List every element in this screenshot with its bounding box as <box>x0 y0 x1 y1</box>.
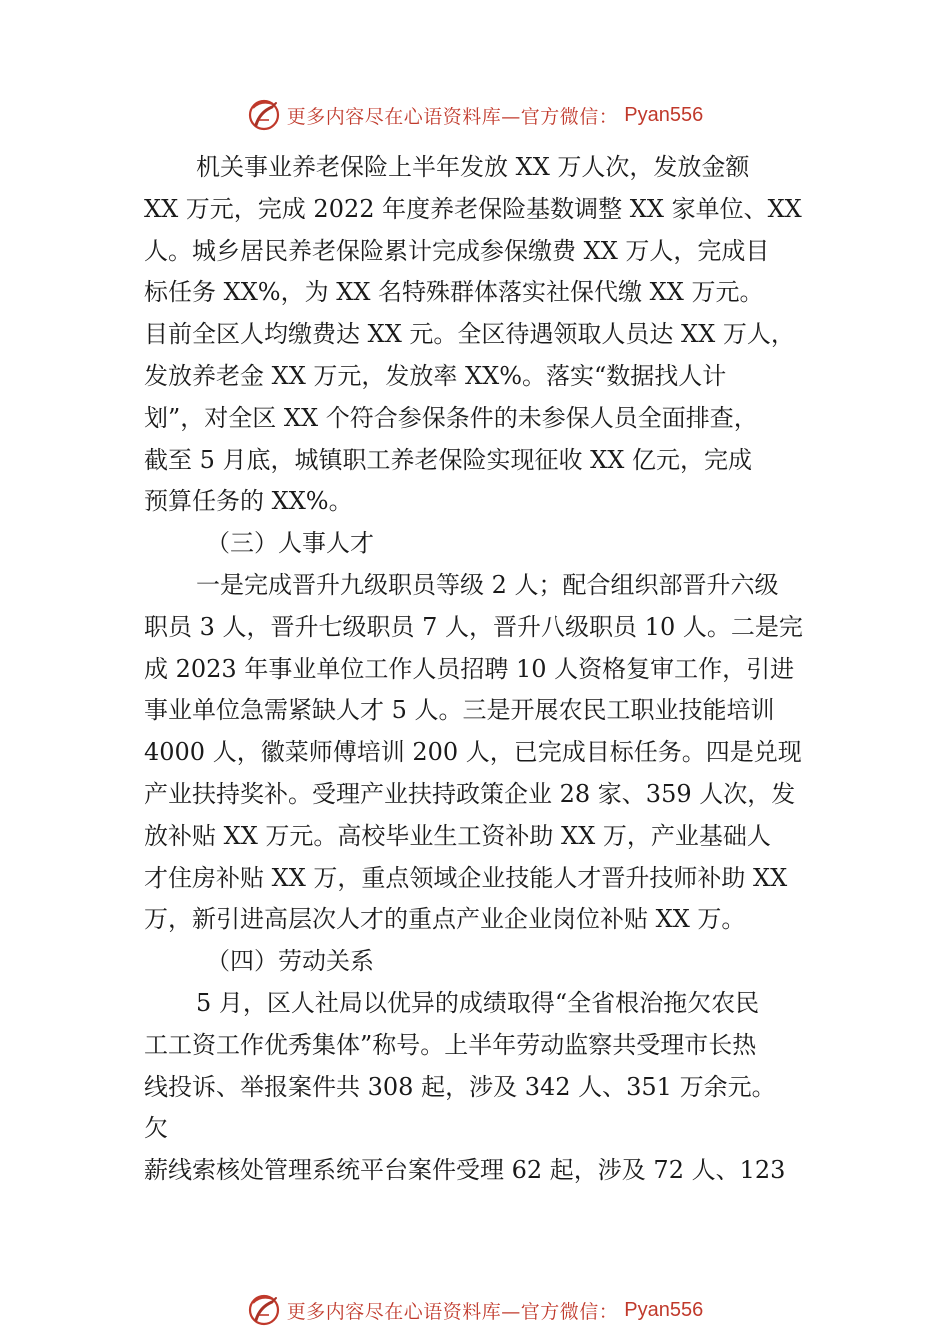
body-line: 成 2023 年事业单位工作人员招聘 10 人资格复审工作，引进 <box>144 654 795 683</box>
body-line: 才住房补贴 XX 万，重点领域企业技能人才晋升技师补助 XX <box>144 863 788 892</box>
quill-logo-icon <box>247 1293 281 1327</box>
body-line: 薪线索核处管理系统平台案件受理 62 起，涉及 72 人、123 <box>144 1156 786 1185</box>
body-line: 万，新引进高层次人才的重点产业企业岗位补贴 XX 万。 <box>144 905 746 934</box>
body-line: 产业扶持奖补。受理产业扶持政策企业 28 家、359 人次，发 <box>144 779 796 808</box>
section-heading: （四）劳动关系 <box>206 947 374 976</box>
body-line: 标任务 XX%，为 XX 名特殊群体落实社保代缴 XX 万元。 <box>144 278 764 307</box>
body-line: 人。城乡居民养老保险累计完成参保缴费 XX 万人，完成目 <box>144 236 770 265</box>
body-line: 职员 3 人，晋升七级职员 7 人，晋升八级职员 10 人。二是完 <box>144 612 803 641</box>
body-line: 一是完成晋升九级职员等级 2 人；配合组织部晋升六级 <box>196 570 779 599</box>
banner-text: 更多内容尽在心语资料库—官方微信： <box>286 105 619 128</box>
body-line: 划”，对全区 XX 个符合参保条件的未参保人员全面排查， <box>144 403 758 432</box>
body-line: 预算任务的 XX%。 <box>144 487 353 516</box>
header-banner <box>0 95 950 135</box>
body-line: 5 月，区人社局以优异的成绩取得“全省根治拖欠农民 <box>196 988 760 1017</box>
body-line: 工工资工作优秀集体”称号。上半年劳动监察共受理市长热 <box>144 1030 757 1059</box>
body-line: 线投诉、举报案件共 308 起，涉及 342 人、351 万余元。 <box>144 1072 776 1101</box>
body-line: 发放养老金 XX 万元，发放率 XX%。落实“数据找人计 <box>144 361 727 390</box>
body-line: 事业单位急需紧缺人才 5 人。三是开展农民工职业技能培训 <box>144 696 775 725</box>
body-line: 机关事业养老保险上半年发放 XX 万人次，发放金额 <box>196 153 750 181</box>
quill-logo-icon <box>247 98 281 132</box>
banner-wechat-id: Pyan556 <box>624 1298 704 1321</box>
banner-text: 更多内容尽在心语资料库—官方微信： <box>286 1300 619 1323</box>
body-line: 放补贴 XX 万元。高校毕业生工资补助 XX 万，产业基础人 <box>144 821 771 850</box>
body-line: 截至 5 月底，城镇职工养老保险实现征收 XX 亿元，完成 <box>144 445 752 474</box>
banner-wechat-id: Pyan556 <box>624 103 704 126</box>
section-heading: （三）人事人才 <box>206 529 374 558</box>
footer-banner <box>0 1290 950 1330</box>
document-body <box>144 147 824 1192</box>
body-line: 4000 人，徽菜师傅培训 200 人，已完成目标任务。四是兑现 <box>144 738 802 767</box>
body-line: XX 万元，完成 2022 年度养老保险基数调整 XX 家单位、XX <box>144 194 802 223</box>
body-line: 目前全区人均缴费达 XX 元。全区待遇领取人员达 XX 万人， <box>144 320 795 349</box>
body-line: 欠 <box>144 1114 168 1143</box>
